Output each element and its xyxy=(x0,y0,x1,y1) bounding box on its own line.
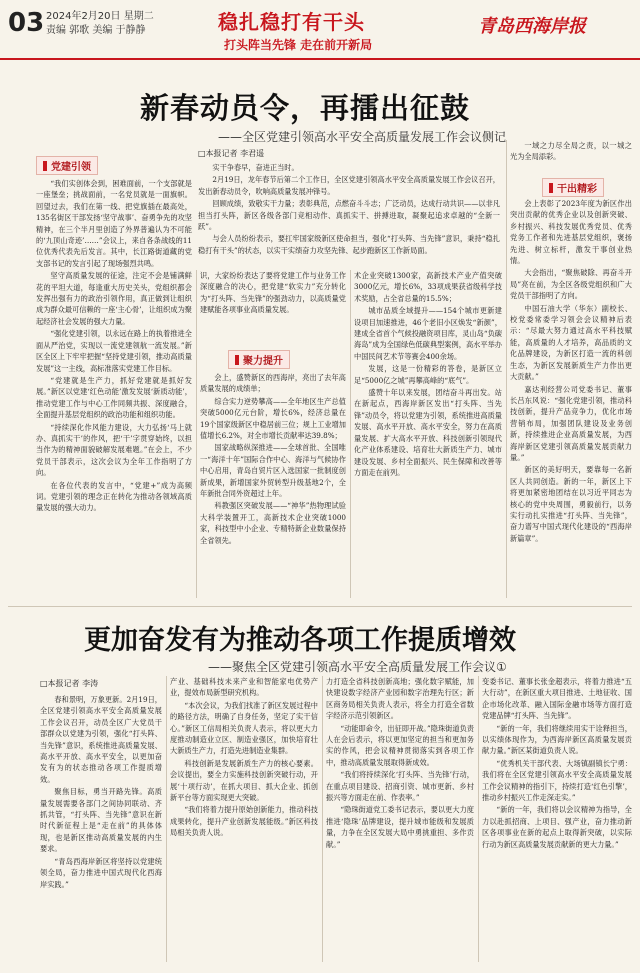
article2-headline: 更加奋发有为推动各项工作提质增效 xyxy=(84,625,516,656)
article2-byline: □本报记者 李涛 xyxy=(40,679,99,688)
paragraph: 科教强区突破发展——“神华”热物理试验大科学装置开工，高新技术企业突破1000家，科技型中小企业、专精特新企业数量保持全省领先。 xyxy=(200,501,346,545)
column-divider xyxy=(478,676,479,962)
paragraph: 科技创新是发展新质生产力的核心要素。会议提出，要全力实施科技创新突破行动，开展‘十项行动’，在抓大项目、抓大企业、抓创新平台等方面实现更大突破。 xyxy=(170,758,318,803)
masthead-divider xyxy=(0,58,640,60)
paragraph: 会上表彰了2023年度为新区作出突出贡献的优秀企业以及创新突破、乡村振兴、科技发展优秀党员、优秀党务工作者和先进基层党组织，褒扬先进、树立标杆，激发干事创业热情。 xyxy=(510,199,632,266)
paragraph: 聚焦目标，勇当开路先锋。高质量发展需要各部门之间协同联动、齐抓共管，“打头阵、当先锋”意识在新时代新征程上是“走在前”的具体体现，也是新区推动高质量发展的内生要求。 xyxy=(40,787,162,854)
paragraph: 中国石油大学（华东）副校长、校党委常委学习领会会议精神后表示：“尽最大努力通过高水平科技赋能，高质量的人才培养，高品质的文化品牌建设，为新区打造一流的科创生态，为新区发展新质生产力作出更大贡献。” xyxy=(510,303,632,382)
paragraph: 力打造全省科技创新高地；强化数字赋能，加快建设数字经济产业园和数字治理先行区；新区商务局相关负责人表示，将全力打造全省数字经济示范引领新区。 xyxy=(326,677,474,721)
paragraph: 产业、基础科技未来产业和智能家电优势产业，提效布局新型研究机构。 xyxy=(170,677,318,698)
paragraph: 会上，盛赞新区的西海岸，亮出了去年高质量发展的成绩单； xyxy=(200,373,346,394)
paragraph: 术企业突破1300家，高新技术产业产值突破3000亿元，增长6%，33项成果获省级科学技术奖励，占全省总量的15.5%； xyxy=(354,271,502,303)
column-divider xyxy=(350,270,351,598)
article1-byline: □本报记者 李君遥 xyxy=(198,149,265,158)
article1-column-4-top xyxy=(510,140,632,172)
paragraph: 嘉达利经营公司党委书记、董事长吕东风说：“强化党建引领，推动科技创新，提升产品竞争力，优化市场营销布局，加强团队建设及业务创新，持续推进企业高质量发展，为西海岸新区党建引领高质量发展贡献力量。” xyxy=(510,384,632,462)
intro-paragraph: 实干争春早，奋进正当时。 xyxy=(212,163,299,172)
masthead xyxy=(0,0,640,60)
intro-paragraph: 2月19日，龙年春节后第二个工作日，全区党建引领高水平安全高质量发展工作会议召开，发出新春动员令，吹响高质量发展冲锋号。 xyxy=(198,175,500,196)
article1-column-4 xyxy=(510,198,632,598)
paragraph: 识，大家纷纷表达了要将党建工作与业务工作深度融合的决心，把党建“软实力”充分转化为“打头阵、当先锋”的强劲动力，以高质量党建赋能各项事业高质量发展。 xyxy=(200,271,346,315)
paragraph: 新区的美好明天，要靠每一名新区人共同创造。新的一年，新区上下将更加紧密地团结在以习近平同志为核心的党中央周围，勇毅前行，以务实行动扎实推进“打头阵、当先锋”，奋力谱写中国式现代化建设的“西海岸新篇章”。 xyxy=(510,465,632,543)
section-tag-upgrade: 聚力提升 xyxy=(228,350,290,369)
paragraph: “我们将着力提升原始创新能力，推动科技成果转化，提升产业创新发展能级。”新区科技局相关负责人说。 xyxy=(170,805,318,838)
column-divider xyxy=(322,676,323,962)
paragraph: 盛赞十年以来发展，团结奋斗再出发。站在新起点，西海岸新区发出“打头阵、当先锋”动员令，将以党建为引领，系统推进高质量发展、高水平开放、高水平安全，努力在高质量发展、扩大高水平开放、科技创新引领现代化产业体系建设、培育壮大新质生产力、城市建设发展、乡村全面振兴、民生保障和改善等方面走在前列。 xyxy=(354,388,502,477)
column-divider xyxy=(166,676,167,962)
paragraph: “新的一年，我们将继续用实干诠释担当，以实绩体现作为，为西海岸新区高质量发展贡献力量。”新区某街道负责人说。 xyxy=(482,723,632,756)
section-subtitle: 打头阵当先锋 走在前开新局 xyxy=(224,38,373,52)
paragraph: 综合实力逆势攀高——全年地区生产总值突破5000亿元台阶，增长6%，经济总量在19个国家级新区中稳居前三位；规上工业增加值增长6.2%，对全市增长贡献率达39.8%； xyxy=(200,396,346,441)
section-tag-party-building: 党建引领 xyxy=(36,156,98,175)
article2-column-4 xyxy=(482,676,632,962)
paragraph: 大会指出，“聚焦破除、再奋斗开局”亮在前，为全区各级党组织和广大党员干部指明了方向。 xyxy=(510,268,632,301)
page-number: 03 xyxy=(8,8,45,38)
article2-subhead: ——聚焦全区党建引领高水平安全高质量发展工作会议① xyxy=(208,660,507,674)
article2-column-2 xyxy=(170,676,318,962)
paragraph: 在各位代表的发言中，“党建+”成为高频词。党建引领的理念正在转化为推动各领域高质量发展的强大动力。 xyxy=(36,480,192,513)
paragraph: “本次会议，为我们找准了新区发展过程中的路径方法，明确了自身任务，坚定了实干信心。”新区工信局相关负责人表示，将以更大力度推动制造业立区、制造业强区，加快培育壮大新质生产力，打造先进制造业集群。 xyxy=(170,700,318,756)
article1-column-2a xyxy=(200,270,346,342)
paragraph: 春和景明，万象更新。2月19日，全区党建引领高水平安全高质量发展工作会议召开，动员全区广大党员干部群众以党建为引领，强化“打头阵、当先锋”意识，系统推进高质量发展、高水平开放、高水平安全，以更加奋发有为的状态推动各项工作提质增效。 xyxy=(40,695,162,784)
intro-paragraph: 回顾成绩，致敬实干力量；表彰典范，点燃奋斗斗志；广泛动员，达成行动共识——以非凡担当打头阵，新区各级各部门竞相动作、真抓实干、拼搏进取，凝聚起追求卓越的“全新一跃”。 xyxy=(198,199,500,232)
article1-subhead: ——全区党建引领高水平安全高质量发展工作会议侧记 xyxy=(218,130,507,144)
article1-column-3 xyxy=(354,270,502,598)
column-divider xyxy=(506,140,507,598)
article2-column-1 xyxy=(40,694,162,962)
paragraph: 坚守高质量发展的征途，注定不会是铺满鲜花的平坦大道，每逢重大历史关头，党组织都会发挥出强有力的政治引领作用，真正做到让组织成为群众最可信赖的一座‘主心骨’，让组织成为聚起经济社会发展的强大力量。 xyxy=(36,271,192,326)
paragraph: 变委书记、董事长张金超表示，将着力推进“五大行动”，在新区重大项目推进、土地征收、国企市场化改革、融入国际金融市场等方面打造党建品牌“打头阵、当先锋”。 xyxy=(482,677,632,721)
newspaper-logo: 青岛西海岸报 xyxy=(478,16,586,37)
paragraph: 城市品质全域提升——154个城市更新建设项目加速推进，46个老旧小区焕发“新颜”，建成全省首个气候投融资项目库，灵山岛“负碳海岛”成为全国绿色低碳典型案例，高水平举办中国民间艺术节等赛会400余场。 xyxy=(354,306,502,361)
intro-paragraph: 与会人员纷纷表示，要扛牢国家级新区使命担当，强化“打头阵、当先锋”意识，秉持“稳扎稳打有干头”的状态，以实干实绩奋力攻坚先锋、起步跑新区工作新局面。 xyxy=(198,234,500,255)
paragraph: 一域之力尽全局之责，以一城之光为全局添彩。 xyxy=(510,141,632,162)
article1-headline: 新春动员令，再擂出征鼓 xyxy=(140,91,471,125)
article2-column-3 xyxy=(326,676,474,962)
paragraph: 国家战略纵深推进——全球首批、全国唯一“海洋十年”国际合作中心、海洋与气候协作中心启用，青岛自贸片区入选国家一批制度创新成果，新增国家外贸转型升级基地2个，全年新批合同外资超过上年。 xyxy=(200,443,346,499)
paragraph: “隐珠街道党工委书记表示，要以更大力度推进‘隐珠’品牌建设，提升城市能级和发展质量，力争在全区发展大局中勇挑重担、多作贡献。” xyxy=(326,805,474,849)
paragraph: “党建就是生产力，抓好党建就是抓好发展。”新区以党建‘红色动能’激发发展‘新质动能’，推动党建工作与中心工作同频共振、深度融合，全面提升基层党组织的政治功能和组织功能。 xyxy=(36,375,192,420)
article1-column-2b xyxy=(200,372,346,598)
editors-credit: 责编 郭歌 美编 于静静 xyxy=(46,25,146,36)
paragraph: “我们实创体会到，困难面前，一个支部就是一座堡垒；挑战面前，一名党员就是一面旗帜。回望过去，我们在第一线、把党旗插在最高处，135名街区干部发扬‘坚守战事’、奋勇争先的攻坚精神，在三个半月里创造了外界普遍认为不可能的‘九顶山奇迹’……”会议上，来自各条战线的11位优秀代表先后发言。其中，长江路街道藏的党支部书记的发言引起了现场强烈共鸣。 xyxy=(36,179,192,268)
paragraph: “青岛西海岸新区将坚持以党建统领全局，奋力推进中国式现代化西海岸实践。” xyxy=(40,856,162,889)
article1-column-1 xyxy=(36,178,192,598)
paragraph: “我们将持续深化‘打头阵、当先锋’行动，在重点项目建设、招商引资、城市更新、乡村振兴等方面走在前、作表率。” xyxy=(326,770,474,803)
paragraph: “强化党建引领，以永远在路上的执着推进全面从严治党，实现以一流党建领航一流发展。”新区全区上下牢牢把握“坚持党建引领，推动高质量发展”这一主线，高标准落实党建工作目标。 xyxy=(36,329,192,373)
section-title: 稳扎稳打有干头 xyxy=(218,10,365,34)
paragraph: “优秀机关干部代表、大场镇副镇长宁勇：我们将在全区党建引领高水平安全高质量发展工作会议精神的指引下，持续打造‘红色引擎’，推动乡村振兴工作走深走实。” xyxy=(482,758,632,803)
paragraph: “动能即命令，出征即开战。”隐珠街道负责人在会后表示，将以更加坚定的担当和更加务实的作风，把会议精神贯彻落实到各项工作中，推动高质量发展取得新成效。 xyxy=(326,723,474,767)
paragraph: “持续深化作风能力建设，大力弘扬‘马上就办、真抓实干’的作风，把‘干’字贯穿始终，以担当作为的精神面貌破解发展难题。”在会上，不少党员干部表示，这次会议为全年工作指明了方向。 xyxy=(36,422,192,478)
section-tag-excellence: 干出精彩 xyxy=(542,178,604,197)
paragraph: “新的一年，我们将以会议精神为指导，全力以赴抓招商、上项目、强产业，奋力推动新区各项事业在新的起点上取得新突破，以实际行动为新区高质量发展贡献新的更大力量。” xyxy=(482,805,632,849)
column-divider xyxy=(196,270,197,598)
issue-info xyxy=(46,10,154,38)
article-divider xyxy=(8,606,632,607)
issue-date: 2024年2月20日 星期二 xyxy=(46,11,154,22)
article1-intro xyxy=(198,162,500,264)
paragraph: 发展，这是一份精彩的答卷，是新区立足“5000亿之城”再攀高峰的“底气”。 xyxy=(354,364,502,385)
